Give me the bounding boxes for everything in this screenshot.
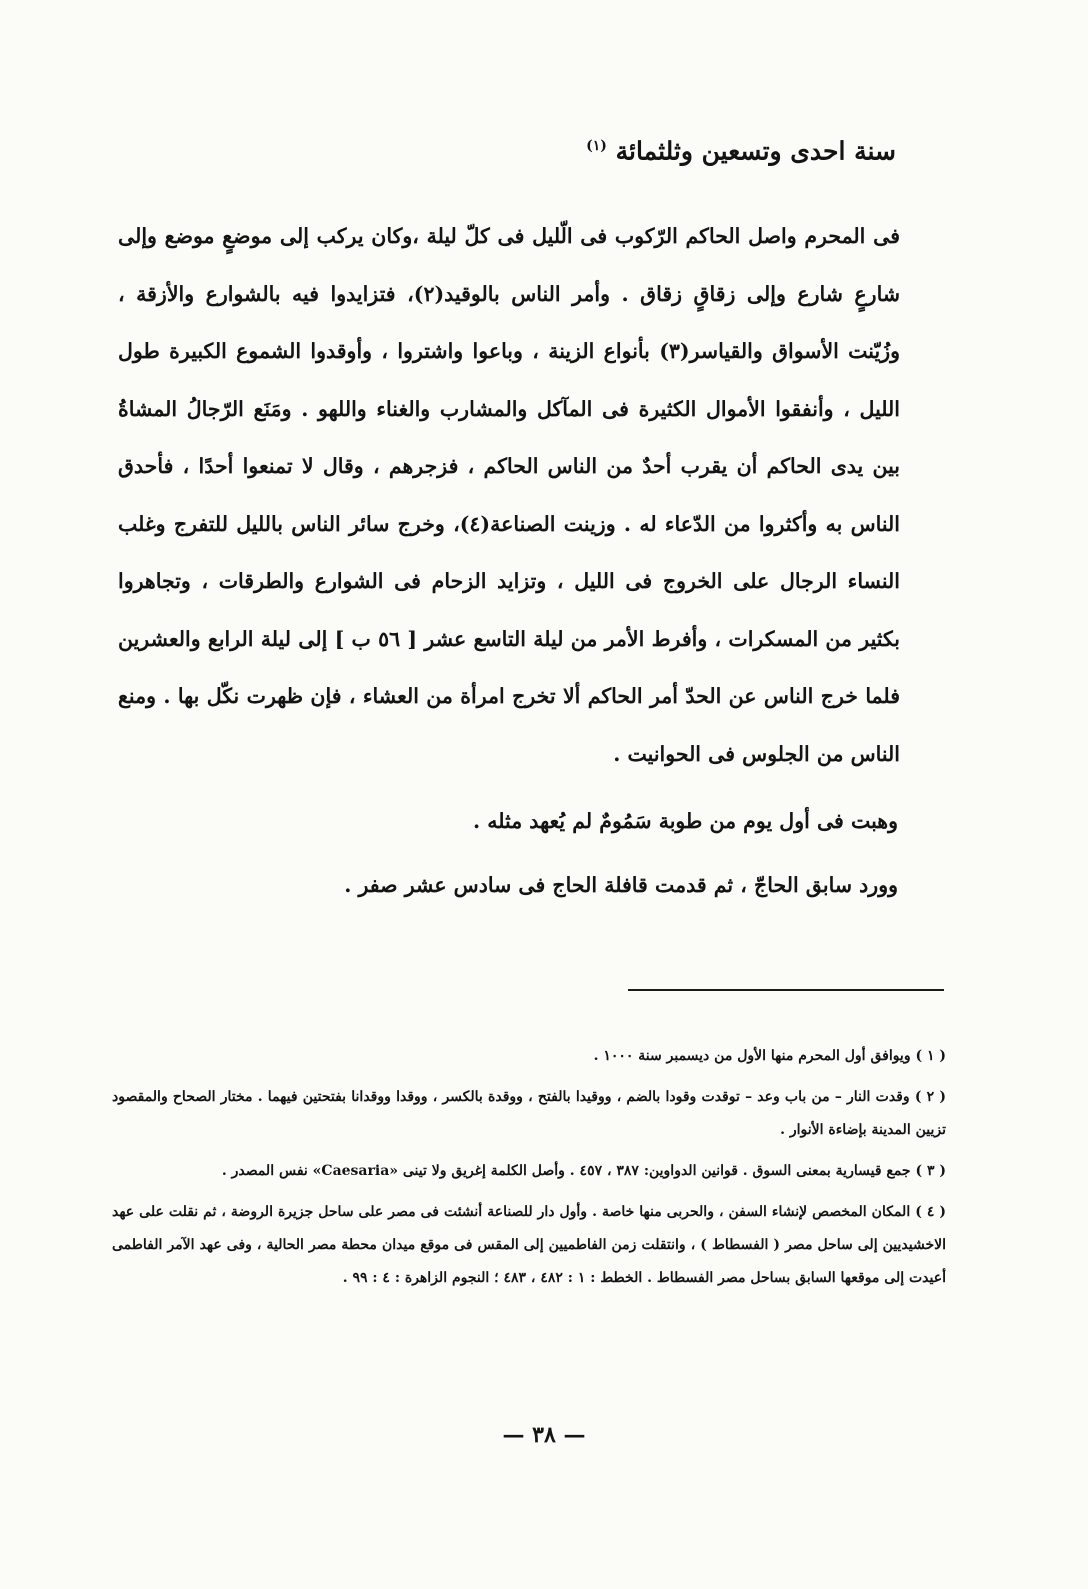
footnote-4: ( ٤ ) المكان المخصص لإنشاء السفن ، والحربى منها خاصة . وأول دار للصناعة أنشئت فى مصر على ساحل جزيرة الروضة ، ثم نقلت على عهد الاخشيديين إلى ساحل مصر ( الفسطاط ) ، وانتقلت زمن الفاطميين إلى المقس فى موقع ميدان محطة مصر الحالية ، وفى عهد الآمر الفاطمى أعيدت إلى موقعها السابق بساحل مصر الفسطاط . الخطط : ١ : ٤٨٢ ، ٤٨٣ ؛ النجوم الزاهرة : ٤ : ٩٩ . [112, 1204, 947, 1286]
page-number: — ٣٨ — [502, 1422, 586, 1448]
footnotes [112, 1040, 946, 1303]
footnote-3: ( ٣ ) جمع قيسارية بمعنى السوق . قوانين الدواوين: ٣٨٧ ، ٤٥٧ . وأصل الكلمة إغريق ولا تينى «Caesaria» نفس المصدر . [221, 1163, 946, 1179]
paragraph-hajj: وورد سابق الحاجّ ، ثم قدمت قافلة الحاج فى سادس عشر صفر . [344, 872, 898, 897]
heading-title: سنة احدى وتسعين وثلثمائة [615, 136, 896, 166]
section-heading [296, 122, 896, 175]
footnote-1: ( ١ ) ويوافق أول المحرم منها الأول من ديسمبر سنة ١٠٠٠ . [593, 1048, 946, 1064]
paragraph-samum: وهبت فى أول يوم من طوبة سَمُومٌ لم يُعهد مثله . [472, 809, 898, 833]
paragraph-main: فى المحرم واصل الحاكم الرّكوب فى الّليل فى كلّ ليلة ،وكان يركب إلى موضعٍ موضع وإلى شارعٍ شارع وإلى زقاقٍ زقاق . وأمر الناس بالوقيد(٢)، فتزايدوا فيه بالشوارع والأزقة ، وزُيّنت الأسواق والقياسر(٣) بأنواع الزينة ، وباعوا واشتروا ، وأوقدوا الشموع الكبيرة طول الليل ، وأنفقوا الأموال الكثيرة فى المآكل والمشارب والغناء واللهو . ومَنَع الرّجالُ المشاةُ بين يدى الحاكم أن يقرب أحدٌ من الناس الحاكم ، فزجرهم ، وقال لا تمنعوا أحدًا ، فأحدق الناس به وأكثروا من الدّعاء له . وزينت الصناعة(٤)، وخرج سائر الناس بالليل للتفرج وغلب النساء الرجال على الخروج فى الليل ، وتزايد الزحام فى الشوارع والطرقات ، وتجاهروا بكثير من المسكرات ، وأفرط الأمر من ليلة التاسع عشر [ ٥٦ ب ] إلى ليلة الرابع والعشرين فلما خرج الناس عن الحدّ أمر الحاكم ألا تخرج امرأة من العشاء ، فإن ظهرت نكّل بها . ومنع الناس من الجلوس فى الحوانيت . [118, 224, 901, 766]
footnote-2: ( ٢ ) وقدت النار – من باب وعد – توقدت وقودا بالضم ، ووقيدا بالفتح ، ووقدة بالكسر ، ووقدا ووقدانا بفتحتين فيهما . مختار الصحاح والمقصود تزيين المدينة بإضاءة الأنوار . [112, 1089, 947, 1138]
main-text [118, 208, 900, 914]
heading-footnote-ref: (١) [586, 138, 607, 154]
footnote-divider [628, 989, 944, 991]
